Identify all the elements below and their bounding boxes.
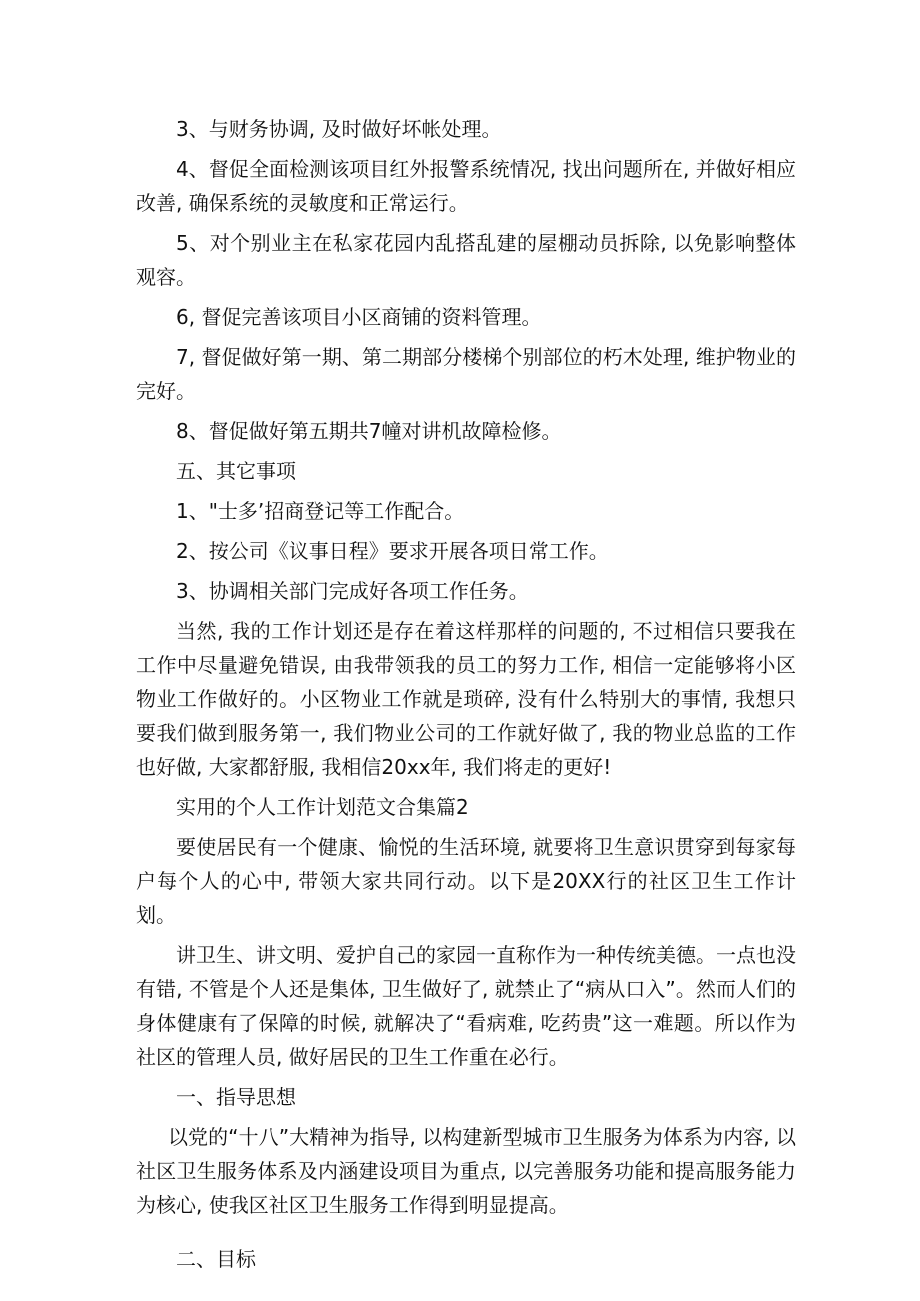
paragraph-11: 要使居民有一个健康、愉悦的生活环境, 就要将卫生意识贯穿到每家每户每个人的心中, 带领大家共同行动。以下是20XX行的社区卫生工作计划。 [136, 835, 796, 927]
section-heading-guiding-thought: 一、指导思想 [176, 1085, 296, 1109]
paragraph-2: 4、督促全面检测该项目红外报警系统情况, 找出问题所在, 并做好相应改善, 确保系统的灵敏度和正常运行。 [136, 157, 796, 215]
paragraph-3: 5、对个别业主在私家花园内乱搭乱建的屋棚动员拆除, 以免影响整体观容。 [136, 231, 796, 289]
paragraph-4: 6, 督促完善该项目小区商铺的资料管理。 [176, 305, 542, 329]
section-title-plan-2: 实用的个人工作计划范文合集篇2 [176, 795, 469, 819]
section-heading-other-matters: 五、其它事项 [176, 459, 296, 483]
section-heading-goals: 二、目标 [176, 1247, 256, 1271]
paragraph-5: 7, 督促做好第一期、第二期部分楼梯个别部位的朽木处理, 维护物业的完好。 [136, 345, 796, 403]
document-body [136, 112, 796, 1282]
paragraph-10: 当然, 我的工作计划还是存在着这样那样的问题的, 不过相信只要我在工作中尽量避免错误, 由我带领我的员工的努力工作, 相信一定能够将小区物业工作做好的。小区物业工作就是琐碎, 没有什么特别大的事情, 我想只要我们做到服务第一, 我们物业公司的工作就好做了, 我的物业总监的工作也好做, 大家都舒服, 我相信20xx年, 我们将走的更好! [136, 619, 796, 779]
paragraph-12: 讲卫生、讲文明、爱护自己的家园一直称作为一种传统美德。一点也没有错, 不管是个人还是集体, 卫生做好了, 就禁止了“病从口入”。然而人们的身体健康有了保障的时候, 就解决了“看病难, 吃药贵”这一难题。所以作为社区的管理人员, 做好居民的卫生工作重在必行。 [136, 943, 796, 1069]
paragraph-7: 1、"士多’招商登记等工作配合。 [176, 499, 465, 523]
paragraph-8: 2、按公司《议事日程》要求开展各项日常工作。 [176, 539, 609, 563]
paragraph-9: 3、协调相关部门完成好各项工作任务。 [176, 579, 529, 603]
paragraph-13: 以党的“十八”大精神为指导, 以构建新型城市卫生服务为体系为内容, 以社区卫生服务体系及内涵建设项目为重点, 以完善服务功能和提高服务能力为核心, 使我区社区卫生服务工作得到明显提高。 [136, 1125, 796, 1217]
paragraph-1: 3、与财务协调, 及时做好坏帐处理。 [176, 117, 502, 141]
paragraph-6: 8、督促做好第五期共7幢对讲机故障检修。 [176, 419, 562, 443]
